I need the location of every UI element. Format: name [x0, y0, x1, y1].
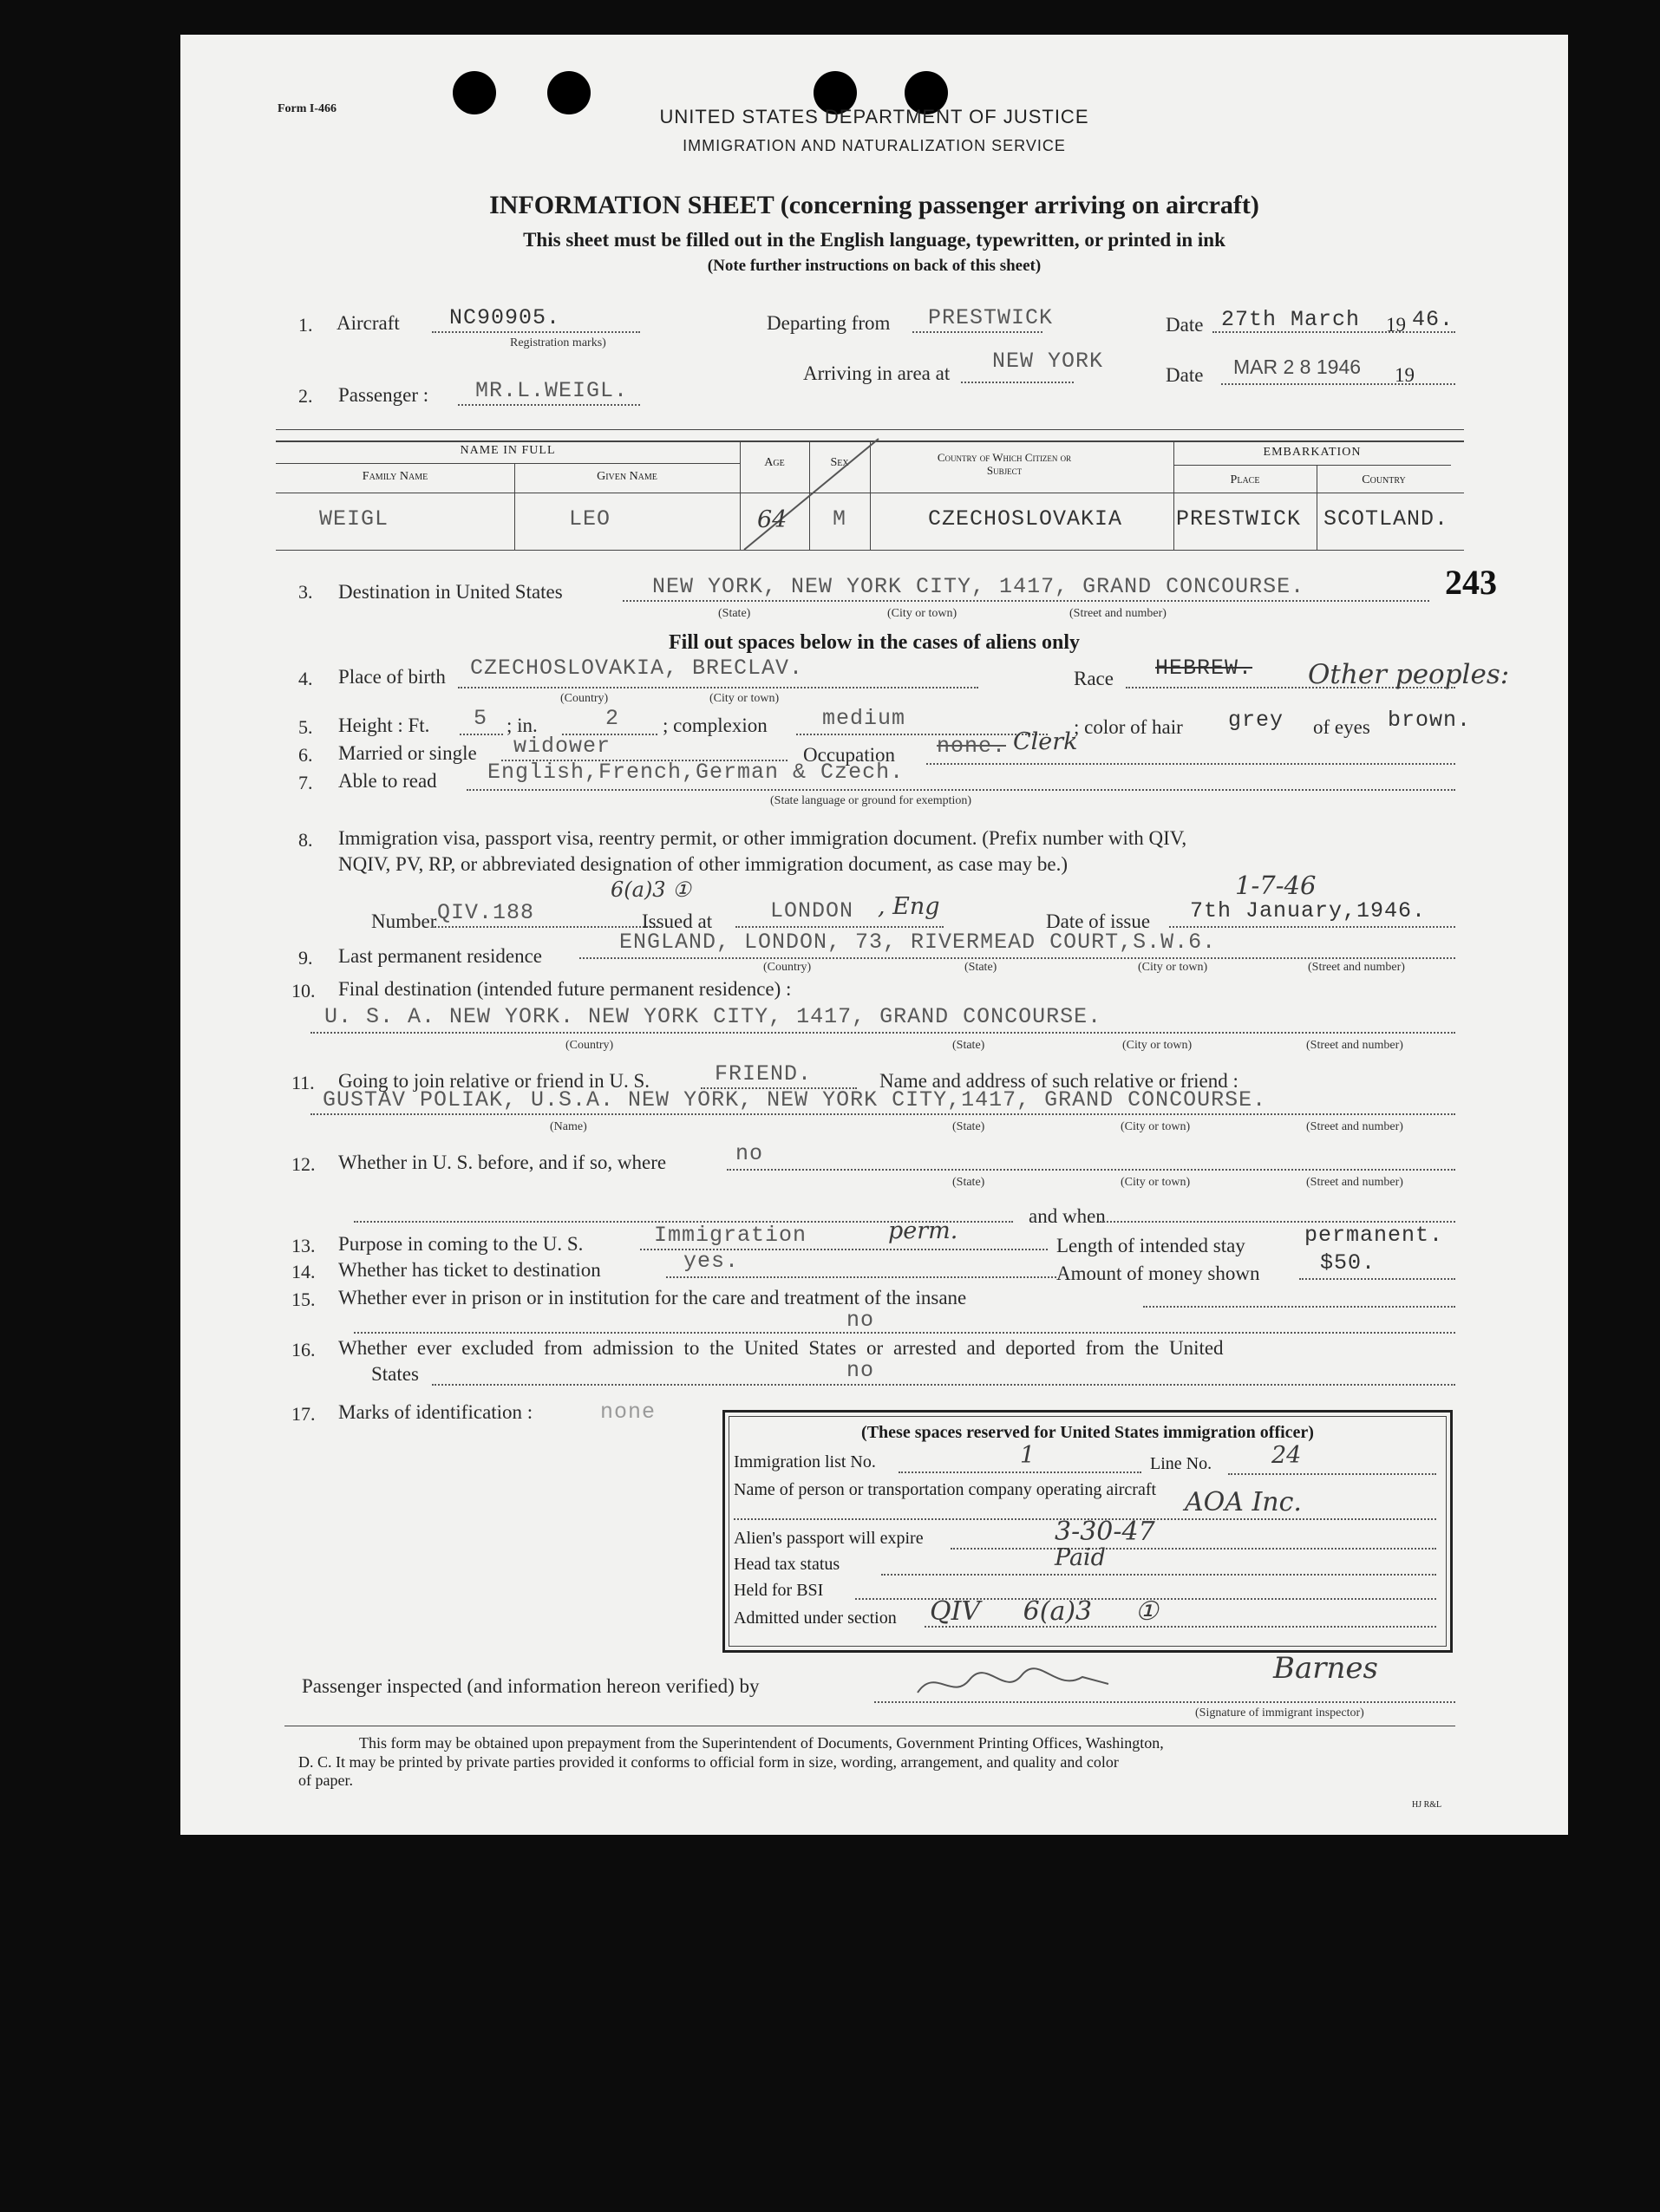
- state-caption: (State): [718, 607, 751, 620]
- passenger-label: Passenger :: [338, 384, 429, 406]
- street-caption: (Street and number): [1306, 1120, 1403, 1133]
- passport-expiry-label: Alien's passport will expire: [734, 1529, 924, 1548]
- race-label: Race: [1074, 668, 1114, 689]
- excluded-label-2: States: [371, 1363, 419, 1385]
- document-number-annotation: 6(a)3 ①: [611, 878, 691, 902]
- marital-status-value: widower: [513, 734, 611, 759]
- last-residence-value: ENGLAND, LONDON, 73, RIVERMEAD COURT,S.W.6.: [619, 930, 1217, 955]
- field-number: 11.: [291, 1072, 315, 1093]
- occupation-label: Occupation: [803, 744, 896, 766]
- embarkation-country-value: SCOTLAND.: [1323, 506, 1449, 532]
- birthplace-value: CZECHOSLOVAKIA, BRECLAV.: [470, 656, 804, 681]
- eye-color-value: brown.: [1388, 708, 1472, 733]
- footer-line-2: D. C. It may be printed by private parties provided it conforms to official form in size, wording, arrangement, and quality and color: [298, 1753, 1119, 1771]
- immigration-list-value: 1: [1020, 1442, 1036, 1469]
- prison-label: Whether ever in prison or in institution for the care and treatment of the insane: [338, 1287, 967, 1308]
- height-feet-value: 5: [474, 706, 488, 731]
- form-number: Form I-466: [278, 102, 337, 115]
- aircraft-label: Aircraft: [337, 312, 400, 334]
- registration-caption: Registration marks): [510, 336, 606, 349]
- field-number: 9.: [298, 947, 313, 969]
- field-number: 13.: [291, 1235, 316, 1256]
- state-caption: (State): [964, 961, 997, 974]
- purpose-value: Immigration: [654, 1223, 807, 1248]
- relative-address-value: GUSTAV POLIAK, U.S.A. NEW YORK, NEW YORK CITY,1417, GRAND CONCOURSE.: [323, 1087, 1267, 1113]
- ticket-value: yes.: [683, 1249, 740, 1274]
- aliens-only-heading: Fill out spaces below in the cases of aliens only: [668, 631, 1080, 654]
- date-of-issue-label: Date of issue: [1046, 910, 1151, 932]
- field-number: 14.: [291, 1261, 316, 1282]
- place-header: Place: [1230, 473, 1260, 486]
- hair-color-label: ; color of hair: [1074, 716, 1183, 738]
- marital-status-label: Married or single: [338, 742, 477, 764]
- admitted-section-label: Admitted under section: [734, 1608, 897, 1628]
- purpose-label: Purpose in coming to the U. S.: [338, 1233, 584, 1255]
- join-relative-value: FRIEND.: [715, 1061, 813, 1086]
- operating-company-label: Name of person or transportation company operating aircraft: [734, 1480, 1157, 1499]
- form-sheet: [180, 35, 1568, 1835]
- pen-slash-mark: [735, 435, 883, 553]
- departing-value: PRESTWICK: [928, 305, 1054, 330]
- country-caption: (Country): [560, 692, 609, 705]
- last-residence-label: Last permanent residence: [338, 945, 542, 967]
- year-prefix: 19: [1386, 314, 1406, 336]
- excluded-label: Whether ever excluded from admission to the United States or arrested and deported from the United: [338, 1337, 1224, 1359]
- ticket-label: Whether has ticket to destination: [338, 1259, 601, 1281]
- arriving-value: NEW YORK: [992, 349, 1104, 374]
- hair-color-value: grey: [1228, 708, 1284, 733]
- country-caption: (Country): [565, 1039, 614, 1052]
- departure-date-value: 27th March: [1221, 307, 1361, 332]
- street-caption: (Street and number): [1306, 1039, 1403, 1052]
- field-number: 15.: [291, 1289, 316, 1310]
- occupation-handwritten-value: Clerk: [1013, 728, 1078, 755]
- field-number: 5.: [298, 716, 313, 738]
- embarkation-header: EMBARKATION: [1263, 446, 1362, 459]
- printer-mark: HJ R&L: [1412, 1800, 1442, 1810]
- occupation-struck-value: none.: [937, 734, 1007, 759]
- family-name-value: WEIGL: [319, 506, 389, 532]
- state-caption: (State): [952, 1176, 985, 1189]
- language-caption: (State language or ground for exemption): [770, 794, 972, 807]
- money-label: Amount of money shown: [1056, 1263, 1260, 1284]
- service-heading: IMMIGRATION AND NATURALIZATION SERVICE: [683, 137, 1066, 154]
- and-when-label: and when: [1029, 1205, 1106, 1227]
- passenger-value: MR.L.WEIGL.: [475, 378, 629, 403]
- join-relative-label: Going to join relative or friend in U. S.: [338, 1070, 650, 1092]
- state-caption: (State): [952, 1039, 985, 1052]
- field-number: 17.: [291, 1403, 316, 1425]
- embarkation-place-value: PRESTWICK: [1176, 506, 1302, 532]
- street-caption: (Street and number): [1308, 961, 1405, 974]
- instructions-note: (Note further instructions on back of this sheet): [707, 257, 1042, 275]
- footer-line-3: of paper.: [298, 1772, 353, 1789]
- issued-at-value: LONDON: [770, 898, 854, 923]
- sex-header: Sex: [830, 456, 849, 469]
- year-prefix: 19: [1395, 364, 1415, 386]
- relative-address-label: Name and address of such relative or friend :: [879, 1070, 1238, 1092]
- previous-visit-label: Whether in U. S. before, and if so, where: [338, 1152, 667, 1173]
- city-caption: (City or town): [1121, 1176, 1191, 1189]
- field-number: 4.: [298, 668, 313, 689]
- state-caption: (State): [952, 1120, 985, 1133]
- line-number-label: Line No.: [1150, 1454, 1212, 1473]
- stay-length-label: Length of intended stay: [1056, 1235, 1245, 1256]
- page-subtitle: This sheet must be filled out in the English language, typewritten, or printed in ink: [523, 229, 1225, 251]
- height-label: Height : Ft.: [338, 714, 430, 736]
- arrival-date-label: Date: [1166, 364, 1204, 386]
- final-destination-value: U. S. A. NEW YORK. NEW YORK CITY, 1417, GRAND CONCOURSE.: [324, 1004, 1102, 1029]
- footer-line-1: This form may be obtained upon prepayment from the Superintendent of Documents, Government Printing Offices, Washington,: [359, 1734, 1164, 1752]
- aircraft-value: NC90905.: [449, 305, 561, 330]
- inspected-by-label: Passenger inspected (and information hereon verified) by: [302, 1675, 760, 1697]
- field-number: 8.: [298, 829, 313, 851]
- final-destination-label: Final destination (intended future permanent residence) :: [338, 978, 792, 1000]
- previous-visit-value: no: [735, 1141, 764, 1166]
- destination-label: Destination in United States: [338, 581, 563, 603]
- stay-length-value: permanent.: [1304, 1223, 1444, 1248]
- line-number-value: 24: [1271, 1442, 1302, 1469]
- immigration-document-instructions: Immigration visa, passport visa, reentry permit, or other immigration document. (Prefix number with QIV,: [338, 827, 1187, 849]
- complexion-value: medium: [822, 706, 906, 731]
- languages-value: English,French,German & Czech.: [487, 760, 905, 785]
- city-caption: (City or town): [887, 607, 957, 620]
- field-number: 6.: [298, 744, 313, 766]
- operating-company-value: AOA Inc.: [1185, 1487, 1302, 1517]
- citizen-country-header: Country of Which Citizen or Subject: [937, 451, 1072, 477]
- city-caption: (City or town): [709, 692, 780, 705]
- age-value: 64: [757, 506, 788, 533]
- destination-value: NEW YORK, NEW YORK CITY, 1417, GRAND CONCOURSE.: [652, 574, 1305, 599]
- arriving-label: Arriving in area at: [803, 362, 951, 384]
- departing-label: Departing from: [767, 312, 891, 334]
- admitted-section-value: QIV 6(a)3 ①: [930, 1596, 1159, 1627]
- field-number: 7.: [298, 772, 313, 793]
- city-caption: (City or town): [1138, 961, 1208, 974]
- family-name-header: Family Name: [362, 470, 428, 483]
- head-tax-value: Paid: [1055, 1544, 1106, 1571]
- city-caption: (City or town): [1122, 1039, 1193, 1052]
- field-number: 16.: [291, 1339, 316, 1360]
- identification-marks-value: none: [600, 1400, 657, 1425]
- languages-label: Able to read: [338, 770, 437, 792]
- document-number-value: QIV.188: [437, 900, 535, 925]
- birthplace-label: Place of birth: [338, 666, 446, 688]
- street-caption: (Street and number): [1069, 607, 1167, 620]
- race-struck-value: HEBREW.: [1155, 656, 1253, 681]
- table-rule: [276, 429, 1464, 430]
- issued-at-label: Issued at: [642, 910, 713, 932]
- street-caption: (Street and number): [1306, 1176, 1403, 1189]
- held-for-bsi-label: Held for BSI: [734, 1581, 824, 1600]
- excluded-value: no: [846, 1358, 875, 1383]
- immigration-list-label: Immigration list No.: [734, 1452, 876, 1471]
- immigration-document-instructions-2: NQIV, PV, RP, or abbreviated designation of other immigration document, as case may be.): [338, 853, 1069, 875]
- age-header: Age: [764, 456, 785, 469]
- inspector-signature-scrawl: [909, 1658, 1117, 1710]
- money-value: $50.: [1320, 1250, 1376, 1276]
- height-inches-value: 2: [605, 706, 620, 731]
- head-tax-label: Head tax status: [734, 1555, 840, 1574]
- departure-year-value: 46.: [1412, 307, 1454, 332]
- field-number: 3.: [298, 581, 313, 603]
- department-heading: UNITED STATES DEPARTMENT OF JUSTICE: [659, 106, 1089, 127]
- name-caption: (Name): [550, 1120, 587, 1133]
- passport-expiry-value: 3-30-47: [1055, 1517, 1155, 1547]
- inspector-signature: Barnes: [1273, 1651, 1378, 1686]
- departure-date-label: Date: [1166, 314, 1204, 336]
- arrival-date-stamp: MAR 2 8 1946: [1233, 356, 1362, 378]
- prison-value: no: [846, 1308, 875, 1333]
- race-handwritten-value: Other peoples:: [1308, 659, 1510, 690]
- field-number: 12.: [291, 1153, 316, 1175]
- file-annotation-number: 243: [1445, 563, 1497, 602]
- date-of-issue-value: 7th January,1946.: [1190, 898, 1427, 923]
- purpose-handwritten: perm.: [888, 1217, 958, 1244]
- date-of-issue-handwritten: 1-7-46: [1235, 871, 1317, 900]
- given-name-header: Given Name: [597, 470, 657, 483]
- country-caption: (Country): [763, 961, 812, 974]
- identification-marks-label: Marks of identification :: [338, 1401, 533, 1423]
- complexion-label: ; complexion: [663, 714, 768, 736]
- field-number: 1.: [298, 314, 313, 336]
- name-in-full-header: NAME IN FULL: [460, 444, 556, 457]
- issued-at-handwritten: , Eng: [878, 893, 940, 920]
- page-title: INFORMATION SHEET (concerning passenger arriving on aircraft): [489, 191, 1259, 219]
- officer-box-title: (These spaces reserved for United States immigration officer): [861, 1423, 1314, 1442]
- inches-label: ; in.: [506, 714, 538, 736]
- field-number: 10.: [291, 980, 316, 1002]
- sex-value: M: [833, 506, 847, 532]
- signature-caption: (Signature of immigrant inspector): [1195, 1706, 1364, 1719]
- document-number-label: Number: [371, 910, 437, 932]
- city-caption: (City or town): [1121, 1120, 1191, 1133]
- embarkation-country-header: Country: [1362, 473, 1406, 486]
- field-number: 2.: [298, 385, 313, 407]
- eye-color-label: of eyes: [1313, 716, 1370, 738]
- given-name-value: LEO: [569, 506, 611, 532]
- citizen-country-value: CZECHOSLOVAKIA: [928, 506, 1123, 532]
- officer-reserved-box: [722, 1410, 1453, 1653]
